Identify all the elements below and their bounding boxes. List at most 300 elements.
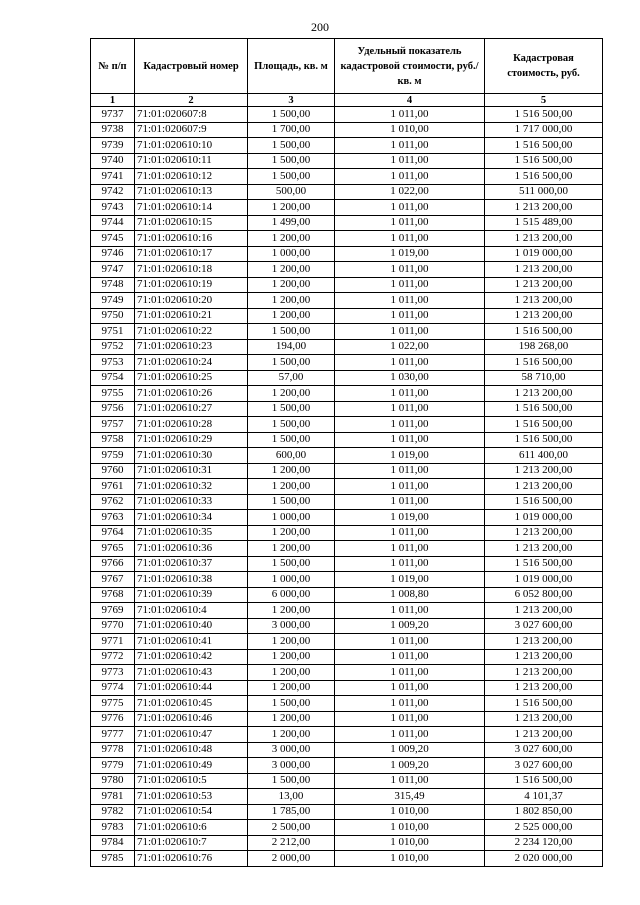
specific-value-cell: 1 011,00: [335, 355, 485, 371]
row-number-cell: 9756: [91, 401, 135, 417]
cadastral-value-cell: 1 213 200,00: [485, 293, 603, 309]
area-cell: 1 500,00: [248, 696, 335, 712]
row-number-cell: 9757: [91, 417, 135, 433]
row-number-cell: 9758: [91, 432, 135, 448]
cadastral-number-cell: 71:01:020610:33: [135, 494, 248, 510]
area-cell: 3 000,00: [248, 742, 335, 758]
cadastral-number-cell: 71:01:020607:8: [135, 107, 248, 123]
cadastral-number-cell: 71:01:020610:43: [135, 665, 248, 681]
table-row: [91, 618, 603, 634]
cadastral-number-cell: 71:01:020610:44: [135, 680, 248, 696]
cadastral-number-cell: 71:01:020610:47: [135, 727, 248, 743]
area-cell: 1 200,00: [248, 665, 335, 681]
area-cell: 1 200,00: [248, 479, 335, 495]
column-number-row: [91, 94, 603, 107]
specific-value-cell: 1 009,20: [335, 758, 485, 774]
header-row-number: № п/п: [91, 39, 135, 94]
cadastral-value-cell: 1 213 200,00: [485, 727, 603, 743]
row-number-cell: 9779: [91, 758, 135, 774]
specific-value-cell: 1 011,00: [335, 386, 485, 402]
specific-value-cell: 1 011,00: [335, 649, 485, 665]
cadastral-value-cell: 1 213 200,00: [485, 634, 603, 650]
specific-value-cell: 1 011,00: [335, 463, 485, 479]
cadastral-number-cell: 71:01:020610:27: [135, 401, 248, 417]
cadastral-number-cell: 71:01:020610:7: [135, 835, 248, 851]
cadastral-value-cell: 1 213 200,00: [485, 231, 603, 247]
row-number-cell: 9763: [91, 510, 135, 526]
header-specific-value: Удельный показатель кадастровой стоимости, руб./кв. м: [335, 39, 485, 94]
row-number-cell: 9741: [91, 169, 135, 185]
cadastral-number-cell: 71:01:020610:10: [135, 138, 248, 154]
cadastral-value-cell: 1 516 500,00: [485, 494, 603, 510]
specific-value-cell: 1 011,00: [335, 169, 485, 185]
cadastral-value-cell: 1 516 500,00: [485, 169, 603, 185]
row-number-cell: 9761: [91, 479, 135, 495]
specific-value-cell: 1 011,00: [335, 401, 485, 417]
table-row: [91, 386, 603, 402]
row-number-cell: 9742: [91, 184, 135, 200]
table-row: [91, 804, 603, 820]
table-row: [91, 463, 603, 479]
row-number-cell: 9759: [91, 448, 135, 464]
area-cell: 1 000,00: [248, 572, 335, 588]
table-row: [91, 680, 603, 696]
table-row: [91, 432, 603, 448]
area-cell: 1 200,00: [248, 711, 335, 727]
header-area: Площадь, кв. м: [248, 39, 335, 94]
row-number-cell: 9778: [91, 742, 135, 758]
specific-value-cell: 1 011,00: [335, 277, 485, 293]
cadastral-value-cell: 1 213 200,00: [485, 680, 603, 696]
cadastral-value-cell: 1 717 000,00: [485, 122, 603, 138]
table-row: [91, 107, 603, 123]
cadastral-number-cell: 71:01:020610:19: [135, 277, 248, 293]
row-number-cell: 9743: [91, 200, 135, 216]
table-row: [91, 401, 603, 417]
cadastral-value-cell: 1 516 500,00: [485, 138, 603, 154]
table-row: [91, 308, 603, 324]
cadastral-value-cell: 1 515 489,00: [485, 215, 603, 231]
cadastral-number-cell: 71:01:020610:14: [135, 200, 248, 216]
specific-value-cell: 1 011,00: [335, 680, 485, 696]
area-cell: 1 200,00: [248, 231, 335, 247]
cadastral-number-cell: 71:01:020610:23: [135, 339, 248, 355]
specific-value-cell: 1 010,00: [335, 122, 485, 138]
header-cadastral-number: Кадастровый номер: [135, 39, 248, 94]
cadastral-number-cell: 71:01:020610:20: [135, 293, 248, 309]
cadastral-value-cell: 1 019 000,00: [485, 572, 603, 588]
area-cell: 1 500,00: [248, 432, 335, 448]
area-cell: 2 212,00: [248, 835, 335, 851]
area-cell: 1 200,00: [248, 727, 335, 743]
row-number-cell: 9746: [91, 246, 135, 262]
row-number-cell: 9751: [91, 324, 135, 340]
cadastral-value-cell: 1 516 500,00: [485, 355, 603, 371]
area-cell: 1 500,00: [248, 556, 335, 572]
specific-value-cell: 1 011,00: [335, 556, 485, 572]
row-number-cell: 9784: [91, 835, 135, 851]
cadastral-number-cell: 71:01:020610:76: [135, 851, 248, 867]
cadastral-number-cell: 71:01:020610:25: [135, 370, 248, 386]
cadastral-number-cell: 71:01:020610:34: [135, 510, 248, 526]
cadastral-number-cell: 71:01:020610:21: [135, 308, 248, 324]
table-row: [91, 479, 603, 495]
cadastral-number-cell: 71:01:020610:5: [135, 773, 248, 789]
specific-value-cell: 1 011,00: [335, 541, 485, 557]
cadastral-number-cell: 71:01:020610:12: [135, 169, 248, 185]
cadastral-number-cell: 71:01:020610:42: [135, 649, 248, 665]
table-row: [91, 324, 603, 340]
table-row: [91, 246, 603, 262]
row-number-cell: 9762: [91, 494, 135, 510]
specific-value-cell: 1 011,00: [335, 665, 485, 681]
cadastral-value-cell: 4 101,37: [485, 789, 603, 805]
specific-value-cell: 1 011,00: [335, 696, 485, 712]
cadastral-value-cell: 1 213 200,00: [485, 200, 603, 216]
row-number-cell: 9754: [91, 370, 135, 386]
cadastral-value-cell: 1 213 200,00: [485, 541, 603, 557]
specific-value-cell: 315,49: [335, 789, 485, 805]
table-row: [91, 169, 603, 185]
table-body: [91, 107, 603, 867]
area-cell: 1 500,00: [248, 169, 335, 185]
specific-value-cell: 1 030,00: [335, 370, 485, 386]
row-number-cell: 9768: [91, 587, 135, 603]
area-cell: 1 785,00: [248, 804, 335, 820]
cadastral-number-cell: 71:01:020607:9: [135, 122, 248, 138]
area-cell: 3 000,00: [248, 758, 335, 774]
cadastral-number-cell: 71:01:020610:13: [135, 184, 248, 200]
table-row: [91, 277, 603, 293]
table-row: [91, 370, 603, 386]
row-number-cell: 9752: [91, 339, 135, 355]
cadastral-value-cell: 1 213 200,00: [485, 262, 603, 278]
row-number-cell: 9750: [91, 308, 135, 324]
area-cell: 1 500,00: [248, 355, 335, 371]
row-number-cell: 9739: [91, 138, 135, 154]
cadastral-number-cell: 71:01:020610:53: [135, 789, 248, 805]
specific-value-cell: 1 011,00: [335, 308, 485, 324]
area-cell: 1 000,00: [248, 246, 335, 262]
table-row: [91, 603, 603, 619]
cadastral-value-cell: 1 516 500,00: [485, 153, 603, 169]
row-number-cell: 9766: [91, 556, 135, 572]
cadastral-number-cell: 71:01:020610:41: [135, 634, 248, 650]
table-row: [91, 293, 603, 309]
specific-value-cell: 1 011,00: [335, 417, 485, 433]
area-cell: 1 200,00: [248, 293, 335, 309]
area-cell: 1 500,00: [248, 153, 335, 169]
cadastral-value-cell: 1 213 200,00: [485, 711, 603, 727]
row-number-cell: 9755: [91, 386, 135, 402]
cadastral-number-cell: 71:01:020610:26: [135, 386, 248, 402]
table-header-row: [91, 39, 603, 94]
table-row: [91, 153, 603, 169]
cadastral-value-cell: 1 516 500,00: [485, 696, 603, 712]
cadastral-number-cell: 71:01:020610:38: [135, 572, 248, 588]
cadastral-value-cell: 1 213 200,00: [485, 479, 603, 495]
specific-value-cell: 1 011,00: [335, 432, 485, 448]
area-cell: 1 200,00: [248, 200, 335, 216]
table-row: [91, 665, 603, 681]
specific-value-cell: 1 009,20: [335, 742, 485, 758]
cadastral-value-cell: 1 019 000,00: [485, 246, 603, 262]
row-number-cell: 9775: [91, 696, 135, 712]
row-number-cell: 9773: [91, 665, 135, 681]
column-number: 3: [248, 94, 335, 107]
table-row: [91, 494, 603, 510]
header-cadastral-value: Кадастровая стоимость, руб.: [485, 39, 603, 94]
row-number-cell: 9782: [91, 804, 135, 820]
cadastral-value-cell: 2 234 120,00: [485, 835, 603, 851]
specific-value-cell: 1 009,20: [335, 618, 485, 634]
cadastral-value-cell: 2 525 000,00: [485, 820, 603, 836]
row-number-cell: 9740: [91, 153, 135, 169]
area-cell: 3 000,00: [248, 618, 335, 634]
specific-value-cell: 1 008,80: [335, 587, 485, 603]
area-cell: 500,00: [248, 184, 335, 200]
area-cell: 1 200,00: [248, 525, 335, 541]
specific-value-cell: 1 011,00: [335, 215, 485, 231]
area-cell: 1 500,00: [248, 773, 335, 789]
page-number: 200: [311, 20, 329, 34]
cadastral-value-cell: 1 213 200,00: [485, 525, 603, 541]
row-number-cell: 9749: [91, 293, 135, 309]
cadastral-number-cell: 71:01:020610:22: [135, 324, 248, 340]
row-number-cell: 9774: [91, 680, 135, 696]
area-cell: 1 200,00: [248, 386, 335, 402]
area-cell: 1 200,00: [248, 308, 335, 324]
cadastral-value-cell: 1 213 200,00: [485, 386, 603, 402]
table-row: [91, 820, 603, 836]
specific-value-cell: 1 011,00: [335, 293, 485, 309]
row-number-cell: 9760: [91, 463, 135, 479]
table-row: [91, 122, 603, 138]
cadastral-number-cell: 71:01:020610:36: [135, 541, 248, 557]
specific-value-cell: 1 011,00: [335, 711, 485, 727]
specific-value-cell: 1 010,00: [335, 851, 485, 867]
table-row: [91, 184, 603, 200]
row-number-cell: 9738: [91, 122, 135, 138]
cadastral-value-cell: 1 802 850,00: [485, 804, 603, 820]
table-row: [91, 835, 603, 851]
table-row: [91, 417, 603, 433]
cadastral-value-cell: 1 213 200,00: [485, 463, 603, 479]
specific-value-cell: 1 022,00: [335, 184, 485, 200]
cadastral-value-cell: 1 516 500,00: [485, 432, 603, 448]
area-cell: 194,00: [248, 339, 335, 355]
area-cell: 1 200,00: [248, 680, 335, 696]
specific-value-cell: 1 010,00: [335, 804, 485, 820]
row-number-cell: 9770: [91, 618, 135, 634]
table-row: [91, 773, 603, 789]
table-row: [91, 138, 603, 154]
table-row: [91, 200, 603, 216]
cadastral-number-cell: 71:01:020610:39: [135, 587, 248, 603]
specific-value-cell: 1 011,00: [335, 262, 485, 278]
row-number-cell: 9747: [91, 262, 135, 278]
row-number-cell: 9771: [91, 634, 135, 650]
column-number: 4: [335, 94, 485, 107]
table-row: [91, 262, 603, 278]
cadastral-value-cell: 3 027 600,00: [485, 758, 603, 774]
area-cell: 13,00: [248, 789, 335, 805]
specific-value-cell: 1 019,00: [335, 246, 485, 262]
area-cell: 1 200,00: [248, 603, 335, 619]
specific-value-cell: 1 011,00: [335, 107, 485, 123]
cadastral-value-cell: 58 710,00: [485, 370, 603, 386]
column-number: 5: [485, 94, 603, 107]
cadastral-number-cell: 71:01:020610:32: [135, 479, 248, 495]
specific-value-cell: 1 019,00: [335, 572, 485, 588]
cadastral-number-cell: 71:01:020610:31: [135, 463, 248, 479]
cadastral-value-cell: 1 516 500,00: [485, 773, 603, 789]
row-number-cell: 9777: [91, 727, 135, 743]
row-number-cell: 9744: [91, 215, 135, 231]
column-number: 2: [135, 94, 248, 107]
cadastral-number-cell: 71:01:020610:18: [135, 262, 248, 278]
cadastral-number-cell: 71:01:020610:37: [135, 556, 248, 572]
specific-value-cell: 1 011,00: [335, 603, 485, 619]
table-row: [91, 556, 603, 572]
table-row: [91, 742, 603, 758]
area-cell: 1 200,00: [248, 262, 335, 278]
table-row: [91, 510, 603, 526]
cadastral-value-cell: 3 027 600,00: [485, 618, 603, 634]
cadastral-number-cell: 71:01:020610:17: [135, 246, 248, 262]
table-row: [91, 851, 603, 867]
cadastral-number-cell: 71:01:020610:16: [135, 231, 248, 247]
row-number-cell: 9780: [91, 773, 135, 789]
cadastral-value-cell: 1 213 200,00: [485, 277, 603, 293]
row-number-cell: 9776: [91, 711, 135, 727]
table-row: [91, 525, 603, 541]
column-number: 1: [91, 94, 135, 107]
cadastral-value-table: [90, 38, 603, 867]
table-row: [91, 711, 603, 727]
specific-value-cell: 1 011,00: [335, 634, 485, 650]
cadastral-value-cell: 6 052 800,00: [485, 587, 603, 603]
table-row: [91, 572, 603, 588]
table-row: [91, 649, 603, 665]
row-number-cell: 9781: [91, 789, 135, 805]
specific-value-cell: 1 011,00: [335, 138, 485, 154]
area-cell: 1 700,00: [248, 122, 335, 138]
area-cell: 2 000,00: [248, 851, 335, 867]
cadastral-number-cell: 71:01:020610:48: [135, 742, 248, 758]
specific-value-cell: 1 011,00: [335, 231, 485, 247]
cadastral-number-cell: 71:01:020610:11: [135, 153, 248, 169]
specific-value-cell: 1 011,00: [335, 200, 485, 216]
row-number-cell: 9748: [91, 277, 135, 293]
table-row: [91, 727, 603, 743]
cadastral-number-cell: 71:01:020610:28: [135, 417, 248, 433]
cadastral-number-cell: 71:01:020610:29: [135, 432, 248, 448]
table-row: [91, 587, 603, 603]
specific-value-cell: 1 011,00: [335, 525, 485, 541]
area-cell: 1 500,00: [248, 107, 335, 123]
row-number-cell: 9769: [91, 603, 135, 619]
row-number-cell: 9767: [91, 572, 135, 588]
area-cell: 1 500,00: [248, 401, 335, 417]
table-row: [91, 541, 603, 557]
specific-value-cell: 1 011,00: [335, 494, 485, 510]
area-cell: 600,00: [248, 448, 335, 464]
cadastral-number-cell: 71:01:020610:35: [135, 525, 248, 541]
cadastral-number-cell: 71:01:020610:30: [135, 448, 248, 464]
table-row: [91, 696, 603, 712]
specific-value-cell: 1 011,00: [335, 324, 485, 340]
cadastral-value-cell: 1 213 200,00: [485, 308, 603, 324]
cadastral-value-cell: 1 213 200,00: [485, 603, 603, 619]
table-row: [91, 231, 603, 247]
cadastral-number-cell: 71:01:020610:45: [135, 696, 248, 712]
cadastral-value-cell: 3 027 600,00: [485, 742, 603, 758]
cadastral-number-cell: 71:01:020610:15: [135, 215, 248, 231]
row-number-cell: 9772: [91, 649, 135, 665]
cadastral-value-cell: 1 516 500,00: [485, 324, 603, 340]
area-cell: 1 200,00: [248, 463, 335, 479]
cadastral-value-cell: 1 516 500,00: [485, 401, 603, 417]
cadastral-number-cell: 71:01:020610:46: [135, 711, 248, 727]
cadastral-number-cell: 71:01:020610:24: [135, 355, 248, 371]
row-number-cell: 9785: [91, 851, 135, 867]
specific-value-cell: 1 011,00: [335, 479, 485, 495]
specific-value-cell: 1 011,00: [335, 773, 485, 789]
table-row: [91, 448, 603, 464]
row-number-cell: 9764: [91, 525, 135, 541]
area-cell: 1 000,00: [248, 510, 335, 526]
area-cell: 1 200,00: [248, 649, 335, 665]
area-cell: 1 500,00: [248, 138, 335, 154]
cadastral-value-cell: 1 213 200,00: [485, 649, 603, 665]
table-row: [91, 758, 603, 774]
area-cell: 1 500,00: [248, 324, 335, 340]
table-row: [91, 789, 603, 805]
cadastral-value-cell: 511 000,00: [485, 184, 603, 200]
area-cell: 57,00: [248, 370, 335, 386]
specific-value-cell: 1 011,00: [335, 727, 485, 743]
table-row: [91, 215, 603, 231]
area-cell: 1 200,00: [248, 634, 335, 650]
cadastral-number-cell: 71:01:020610:49: [135, 758, 248, 774]
row-number-cell: 9753: [91, 355, 135, 371]
row-number-cell: 9745: [91, 231, 135, 247]
area-cell: 1 499,00: [248, 215, 335, 231]
table-row: [91, 355, 603, 371]
area-cell: 6 000,00: [248, 587, 335, 603]
cadastral-value-cell: 1 516 500,00: [485, 107, 603, 123]
cadastral-value-cell: 1 213 200,00: [485, 665, 603, 681]
area-cell: 1 200,00: [248, 277, 335, 293]
specific-value-cell: 1 019,00: [335, 510, 485, 526]
cadastral-value-cell: 1 516 500,00: [485, 417, 603, 433]
cadastral-number-cell: 71:01:020610:54: [135, 804, 248, 820]
cadastral-value-cell: 198 268,00: [485, 339, 603, 355]
cadastral-value-cell: 611 400,00: [485, 448, 603, 464]
specific-value-cell: 1 010,00: [335, 835, 485, 851]
specific-value-cell: 1 022,00: [335, 339, 485, 355]
specific-value-cell: 1 019,00: [335, 448, 485, 464]
area-cell: 1 500,00: [248, 494, 335, 510]
specific-value-cell: 1 010,00: [335, 820, 485, 836]
cadastral-value-cell: 1 516 500,00: [485, 556, 603, 572]
cadastral-number-cell: 71:01:020610:40: [135, 618, 248, 634]
cadastral-number-cell: 71:01:020610:6: [135, 820, 248, 836]
area-cell: 1 200,00: [248, 541, 335, 557]
cadastral-value-cell: 2 020 000,00: [485, 851, 603, 867]
area-cell: 2 500,00: [248, 820, 335, 836]
